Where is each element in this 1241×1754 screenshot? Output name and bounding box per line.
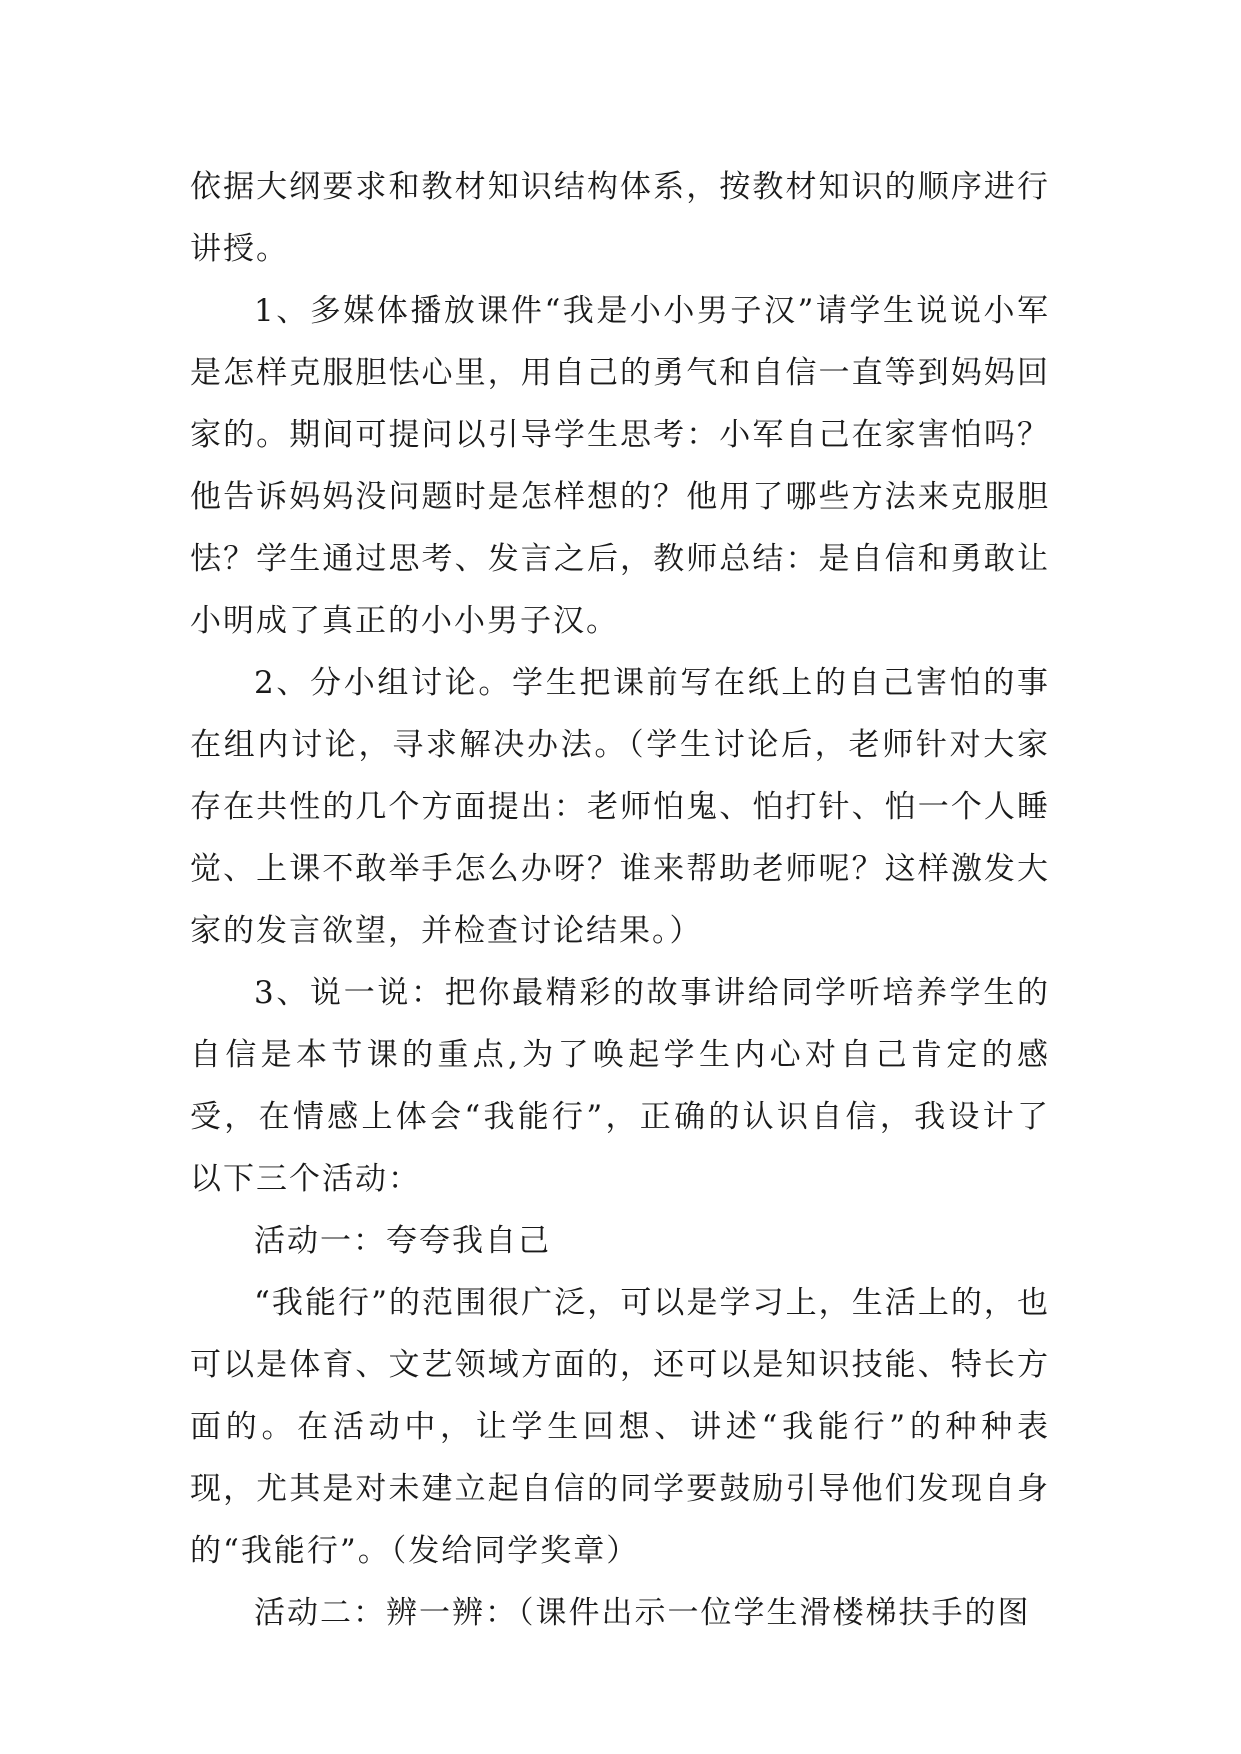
activity-1-heading: 活动一：夸夸我自己 (254, 1223, 551, 1259)
paragraph-step-1-multimedia: 1、多媒体播放课件“我是小小男子汉”请学生说说小军是怎样克服胆怯心里，用自己的勇气和自信一直等到妈妈回家的。期间可提问以引导学生思考：小军自己在家害怕吗？他告诉妈妈没问题时是怎样想的？他用了哪些方法来克服胆怯？学生通过思考、发言之后，教师总结：是自信和勇敢让小明成了真正的小小男子汉。 (190, 293, 1050, 639)
paragraph-step-3-say-it: 3、说一说：把你最精彩的故事讲给同学听培养学生的自信是本节课的重点,为了唤起学生内心对自己肯定的感受，在情感上体会“我能行”，正确的认识自信，我设计了以下三个活动： (190, 975, 1050, 1197)
activity-2-heading: 活动二：辨一辨：（课件出示一位学生滑楼梯扶手的图 (254, 1595, 1031, 1631)
paragraph-step-2-group-discussion: 2、分小组讨论。学生把课前写在纸上的自己害怕的事在组内讨论，寻求解决办法。（学生讨论后，老师针对大家存在共性的几个方面提出：老师怕鬼、怕打针、怕一个人睡觉、上课不敢举手怎么办呀？谁来帮助老师呢？这样激发大家的发言欲望，并检查讨论结果。） (190, 665, 1050, 949)
paragraph-continuation: 依据大纲要求和教材知识结构体系，按教材知识的顺序进行讲授。 (190, 169, 1050, 267)
paragraph-activity-1-description: “我能行”的范围很广泛，可以是学习上，生活上的，也可以是体育、文艺领域方面的，还可以是知识技能、特长方面的。在活动中，让学生回想、讲述“我能行”的种种表现，尤其是对未建立起自信的同学要鼓励引导他们发现自身的“我能行”。（发给同学奖章） (190, 1285, 1050, 1569)
document-body (190, 156, 1050, 1644)
